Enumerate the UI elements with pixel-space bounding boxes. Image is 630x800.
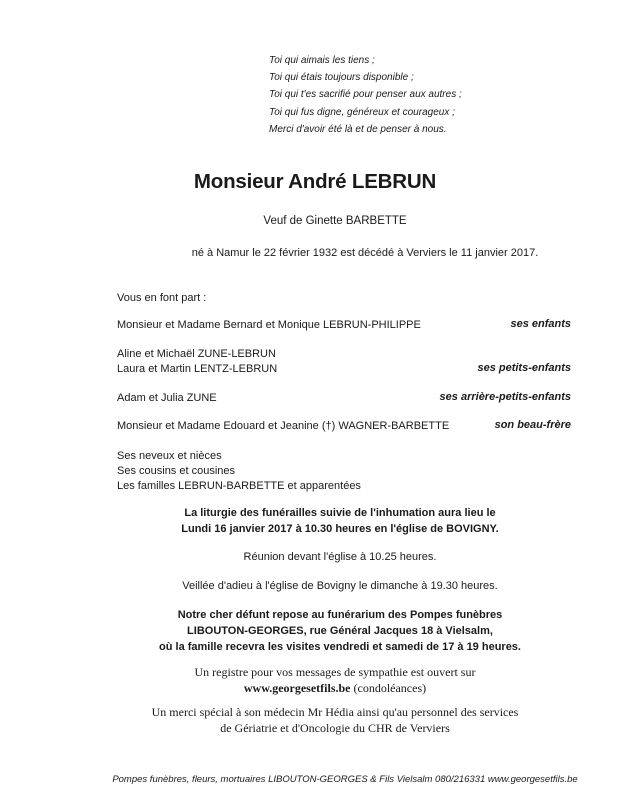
birth-death-line: né à Namur le 22 février 1932 est décédé à Verviers le 11 janvier 2017. — [191, 247, 539, 259]
thanks-notice — [0, 704, 630, 736]
footer: Pompes funèbres, fleurs, mortuaires LIBOUTON-GEORGES & Fils Vielsalm 080/216331 www.georgesetfils.be — [112, 774, 578, 785]
registry-suffix: (condoléances) — [350, 681, 427, 695]
family-names: Laura et Martin LENTZ-LEBRUN — [117, 362, 278, 375]
liturgy-line: La liturgie des funérailles suivie de l'inhumation aura lieu le — [184, 507, 496, 519]
family-names: Adam et Julia ZUNE — [117, 392, 217, 404]
poem-line: Toi qui fus digne, généreux et courageux ; — [269, 106, 455, 118]
vigil-line: Veillée d'adieu à l'église de Bovigny le dimanche à 19.30 heures. — [182, 580, 498, 592]
poem-line: Toi qui t'es sacrifié pour penser aux autres ; — [269, 89, 462, 101]
family-group — [117, 419, 571, 434]
liturgy-line: Lundi 16 janvier 2017 à 10.30 heures en l'église de BOVIGNY. — [181, 523, 499, 535]
intro-text: Vous en font part : — [117, 292, 207, 304]
poem-line: Toi qui étais toujours disponible ; — [269, 72, 414, 84]
family-relation: ses enfants — [510, 318, 571, 330]
family-relation: ses arrière-petits-enfants — [439, 391, 571, 403]
thanks-line: Un merci spécial à son médecin Mr Hédia ainsi qu'au personnel des services — [151, 705, 519, 719]
family-names: Aline et Michaël ZUNE-LEBRUN — [117, 348, 276, 360]
poem-line: Toi qui aimais les tiens ; — [269, 55, 375, 66]
poem — [269, 52, 462, 138]
registry-notice — [0, 664, 630, 696]
family-group — [117, 347, 571, 377]
other-relatives — [117, 449, 361, 495]
rest-notice — [0, 607, 630, 655]
registry-url-link[interactable]: www.georgesetfils.be — [243, 681, 351, 695]
other-relatives-line: Ses neveux et nièces — [117, 450, 222, 462]
deceased-name: Monsieur André LEBRUN — [193, 170, 437, 193]
family-names: Monsieur et Madame Edouard et Jeanine (†) WAGNER-BARBETTE — [117, 420, 450, 432]
other-relatives-line: Ses cousins et cousines — [117, 465, 236, 478]
family-relation: son beau-frère — [494, 419, 571, 431]
registry-line: Un registre pour vos messages de sympathie est ouvert sur — [194, 665, 476, 679]
family-relation: ses petits-enfants — [477, 362, 571, 374]
other-relatives-line: Les familles LEBRUN-BARBETTE et apparentées — [117, 480, 361, 493]
family-group — [117, 391, 571, 406]
thanks-line: de Gériatrie et d'Oncologie du CHR de Verviers — [220, 721, 450, 735]
widower-line: Veuf de Ginette BARBETTE — [263, 215, 407, 227]
family-names: Monsieur et Madame Bernard et Monique LEBRUN-PHILIPPE — [117, 319, 421, 331]
family-group — [117, 318, 571, 333]
poem-line: Merci d'avoir été là et de penser à nous. — [269, 123, 447, 135]
rest-line: Notre cher défunt repose au funérarium des Pompes funèbres — [177, 609, 503, 621]
rest-line: LIBOUTON-GEORGES, rue Général Jacques 18 à Vielsalm, — [187, 625, 493, 637]
liturgy-notice — [0, 505, 630, 537]
rest-line: où la famille recevra les visites vendredi et samedi de 17 à 19 heures. — [159, 641, 521, 653]
reunion-line: Réunion devant l'église à 10.25 heures. — [243, 551, 437, 563]
registry-url-line — [40, 680, 630, 696]
